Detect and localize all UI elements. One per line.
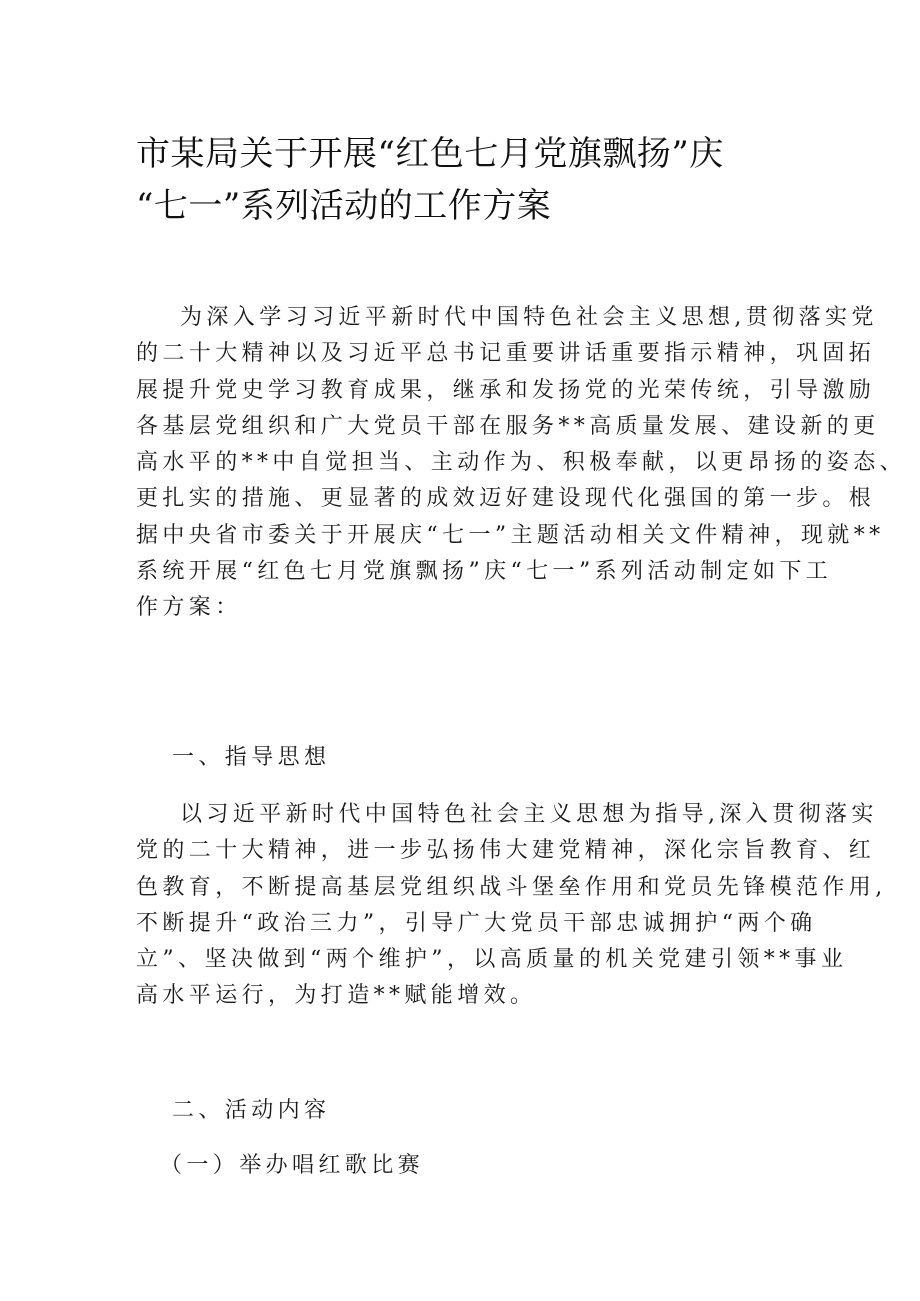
section-heading-1: 一、指导思想 xyxy=(172,745,331,770)
section1-line: 不断提升“政治三力”，引导广大党员干部忠诚拥护“两个确 xyxy=(136,910,817,936)
section1-line: 以习近平新时代中国特色社会主义思想为指导,深入贯彻落实 xyxy=(180,802,878,827)
intro-line: 系统开展“红色七月党旗飘扬”庆“七一”系列活动制定如下工 xyxy=(136,559,833,585)
intro-line: 高水平的**中自觉担当、主动作为、积极奉献，以更昂扬的姿态、 xyxy=(136,450,907,476)
intro-line: 各基层党组织和广大党员干部在服务**高质量发展、建设新的更 xyxy=(136,413,880,439)
intro-paragraph xyxy=(136,300,907,627)
section1-line: 高水平运行，为打造**赋能增效。 xyxy=(136,983,537,1009)
intro-line: 为深入学习习近平新时代中国特色社会主义思想,贯彻落实党 xyxy=(180,305,878,330)
title-line-2: “七一”系列活动的工作方案 xyxy=(136,186,552,226)
section-heading-2: 二、活动内容 xyxy=(172,1098,331,1123)
intro-line: 据中央省市委关于开展庆“七一”主题活动相关文件精神，现就** xyxy=(136,522,885,548)
title-line-1: 市某局关于开展“红色七月党旗飘扬”庆 xyxy=(136,134,724,174)
intro-line: 的二十大精神以及习近平总书记重要讲话重要指示精神，巩固拓 xyxy=(136,341,876,367)
intro-line: 更扎实的措施、更显著的成效迈好建设现代化强国的第一步。根 xyxy=(136,486,876,512)
intro-line: 展提升党史学习教育成果，继承和发扬党的光荣传统，引导激励 xyxy=(136,377,876,403)
document-title xyxy=(136,128,796,232)
subsection-heading-1: （一）举办唱红歌比赛 xyxy=(160,1153,425,1178)
section1-line: 色教育，不断提高基层党组织战斗堡垒作用和党员先锋模范作用, xyxy=(136,874,887,900)
intro-line: 作方案： xyxy=(136,595,242,621)
section1-paragraph xyxy=(136,797,887,1015)
section1-line: 立”、坚决做到“两个维护”，以高质量的机关党建引领**事业 xyxy=(136,947,848,973)
section1-line: 党的二十大精神，进一步弘扬伟大建党精神，深化宗旨教育、红 xyxy=(136,838,876,864)
